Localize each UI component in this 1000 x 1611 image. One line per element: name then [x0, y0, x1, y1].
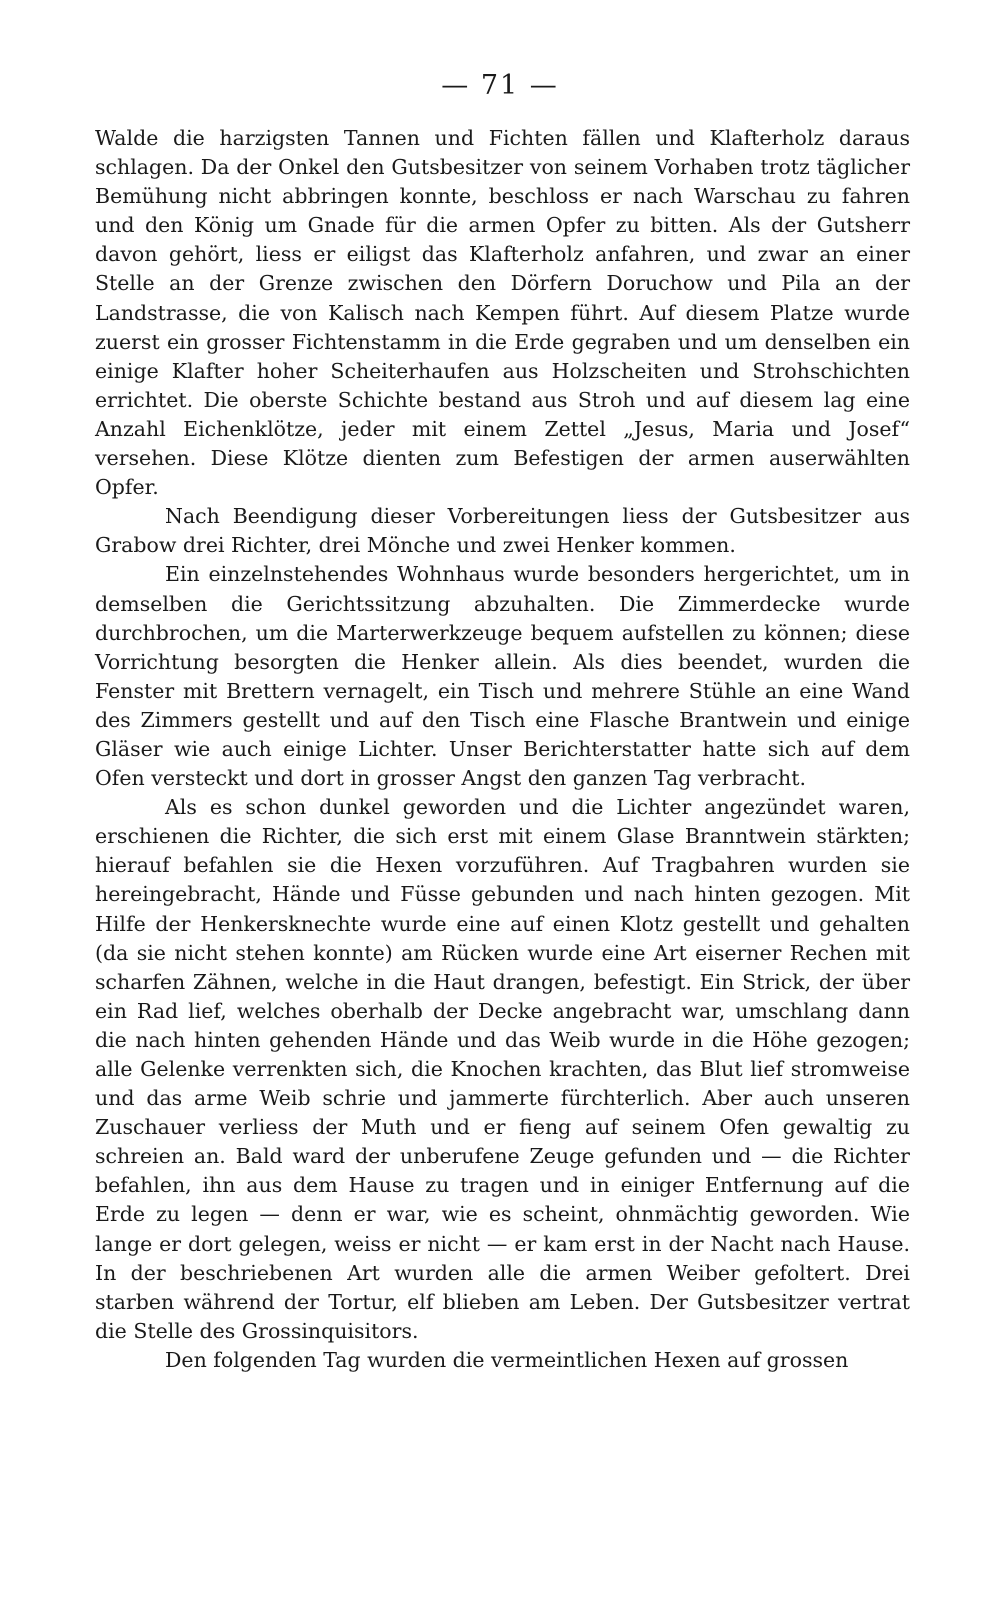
- paragraph-continuation: Walde die harzigsten Tannen und Fichten fällen und Klafterholz daraus schlagen. Da der Onkel den Gutsbesitzer von seinem Vorhaben trotz täglicher Bemühung nicht abbringen konnte, beschloss er nach Warschau zu fahren und den König um Gnade für die armen Opfer zu bitten. Als der Gutsherr davon gehört, liess er eiligst das Klafterholz anfahren, und zwar an einer Stelle an der Grenze zwischen den Dörfern Doruchow und Pila an der Landstrasse, die von Kalisch nach Kempen führt. Auf diesem Platze wurde zuerst ein grosser Fichtenstamm in die Erde gegraben und um denselben ein einige Klafter hoher Scheiterhaufen aus Holzscheiten und Strohschichten errichtet. Die oberste Schichte bestand aus Stroh und auf diesem lag eine Anzahl Eichenklötze, jeder mit einem Zettel „Jesus, Maria und Josef“ versehen. Diese Klötze dienten zum Befestigen der armen auserwählten Opfer.: [95, 126, 910, 500]
- paragraph: Den folgenden Tag wurden die vermeintlichen Hexen auf grossen: [165, 1347, 849, 1372]
- page-number: — 71 —: [441, 70, 559, 101]
- paragraph: Nach Beendigung dieser Vorbereitungen liess der Gutsbesitzer aus Grabow drei Richter, drei Mönche und zwei Henker kommen.: [95, 504, 910, 558]
- body-text: [95, 124, 910, 1375]
- paragraph: Ein einzelnstehendes Wohnhaus wurde besonders hergerichtet, um in demselben die Gerichtssitzung abzuhalten. Die Zimmerdecke wurde durchbrochen, um die Marterwerkzeuge bequem aufstellen zu können; diese Vorrichtung besorgten die Henker allein. Als dies beendet, wurden die Fenster mit Brettern vernagelt, ein Tisch und mehrere Stühle an eine Wand des Zimmers gestellt und auf den Tisch eine Flasche Brantwein und einige Gläser wie auch einige Lichter. Unser Berichterstatter hatte sich auf dem Ofen versteckt und dort in grosser Angst den ganzen Tag verbracht.: [95, 562, 910, 791]
- paragraph: Als es schon dunkel geworden und die Lichter angezündet waren, erschienen die Richter, die sich erst mit einem Glase Branntwein stärkten; hierauf befahlen sie die Hexen vorzuführen. Auf Tragbahren wurden sie hereingebracht, Hände und Füsse gebunden und nach hinten gezogen. Mit Hilfe der Henkersknechte wurde eine auf einen Klotz gestellt und gehalten (da sie nicht stehen konnte) am Rücken wurde eine Art eiserner Rechen mit scharfen Zähnen, welche in die Haut drangen, befestigt. Ein Strick, der über ein Rad lief, welches oberhalb der Decke angebracht war, umschlang dann die nach hinten gehenden Hände und das Weib wurde in die Höhe gezogen; alle Gelenke verrenkten sich, die Knochen krachten, das Blut lief stromweise und das arme Weib schrie und jammerte fürchterlich. Aber auch unseren Zuschauer verliess der Muth und er fieng auf seinem Ofen gewaltig zu schreien an. Bald ward der unberufene Zeuge gefunden und — die Richter befahlen, ihn aus dem Hause zu tragen und in einiger Entfernung auf die Erde zu legen — denn er war, wie es scheint, ohnmächtig geworden. Wie lange er dort gelegen, weiss er nicht — er kam erst in der Nacht nach Hause. In der beschriebenen Art wurden alle die armen Weiber gefoltert. Drei starben während der Tortur, elf blieben am Leben. Der Gutsbesitzer vertrat die Stelle des Grossinquisitors.: [95, 795, 910, 1343]
